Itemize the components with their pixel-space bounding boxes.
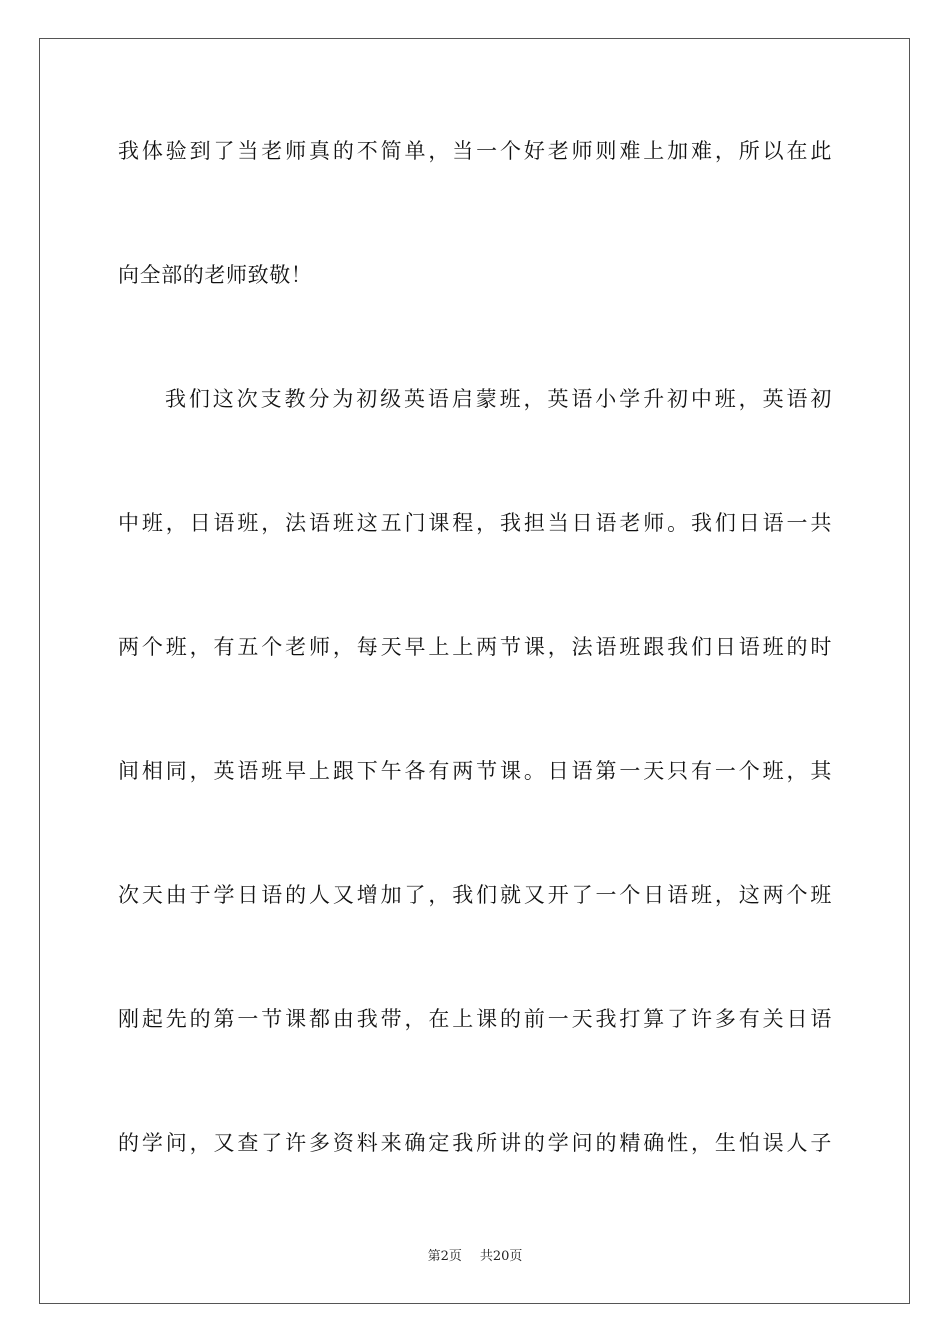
page-footer — [0, 1248, 950, 1266]
page-total: 共20页 — [479, 1249, 523, 1264]
body-text-line: 刚起先的第一节课都由我带，在上课的前一天我打算了许多有关日语 — [118, 1007, 832, 1031]
body-text-line: 次天由于学日语的人又增加了，我们就又开了一个日语班，这两个班 — [118, 883, 832, 907]
body-text-line: 我体验到了当老师真的不简单，当一个好老师则难上加难，所以在此 — [118, 139, 832, 163]
body-text-line: 向全部的老师致敬！ — [118, 263, 313, 287]
page-border — [39, 38, 910, 1304]
paragraph-first-line: 我们这次支教分为初级英语启蒙班，英语小学升初中班，英语初 — [165, 387, 832, 411]
body-text-line: 中班，日语班，法语班这五门课程，我担当日语老师。我们日语一共 — [118, 511, 832, 535]
body-text-line: 的学问，又查了许多资料来确定我所讲的学问的精确性，生怕误人子 — [118, 1131, 832, 1155]
page-number: 第2页 — [427, 1249, 462, 1264]
body-text-line: 两个班，有五个老师，每天早上上两节课，法语班跟我们日语班的时 — [118, 635, 832, 659]
body-text-line: 间相同，英语班早上跟下午各有两节课。日语第一天只有一个班，其 — [118, 759, 832, 783]
